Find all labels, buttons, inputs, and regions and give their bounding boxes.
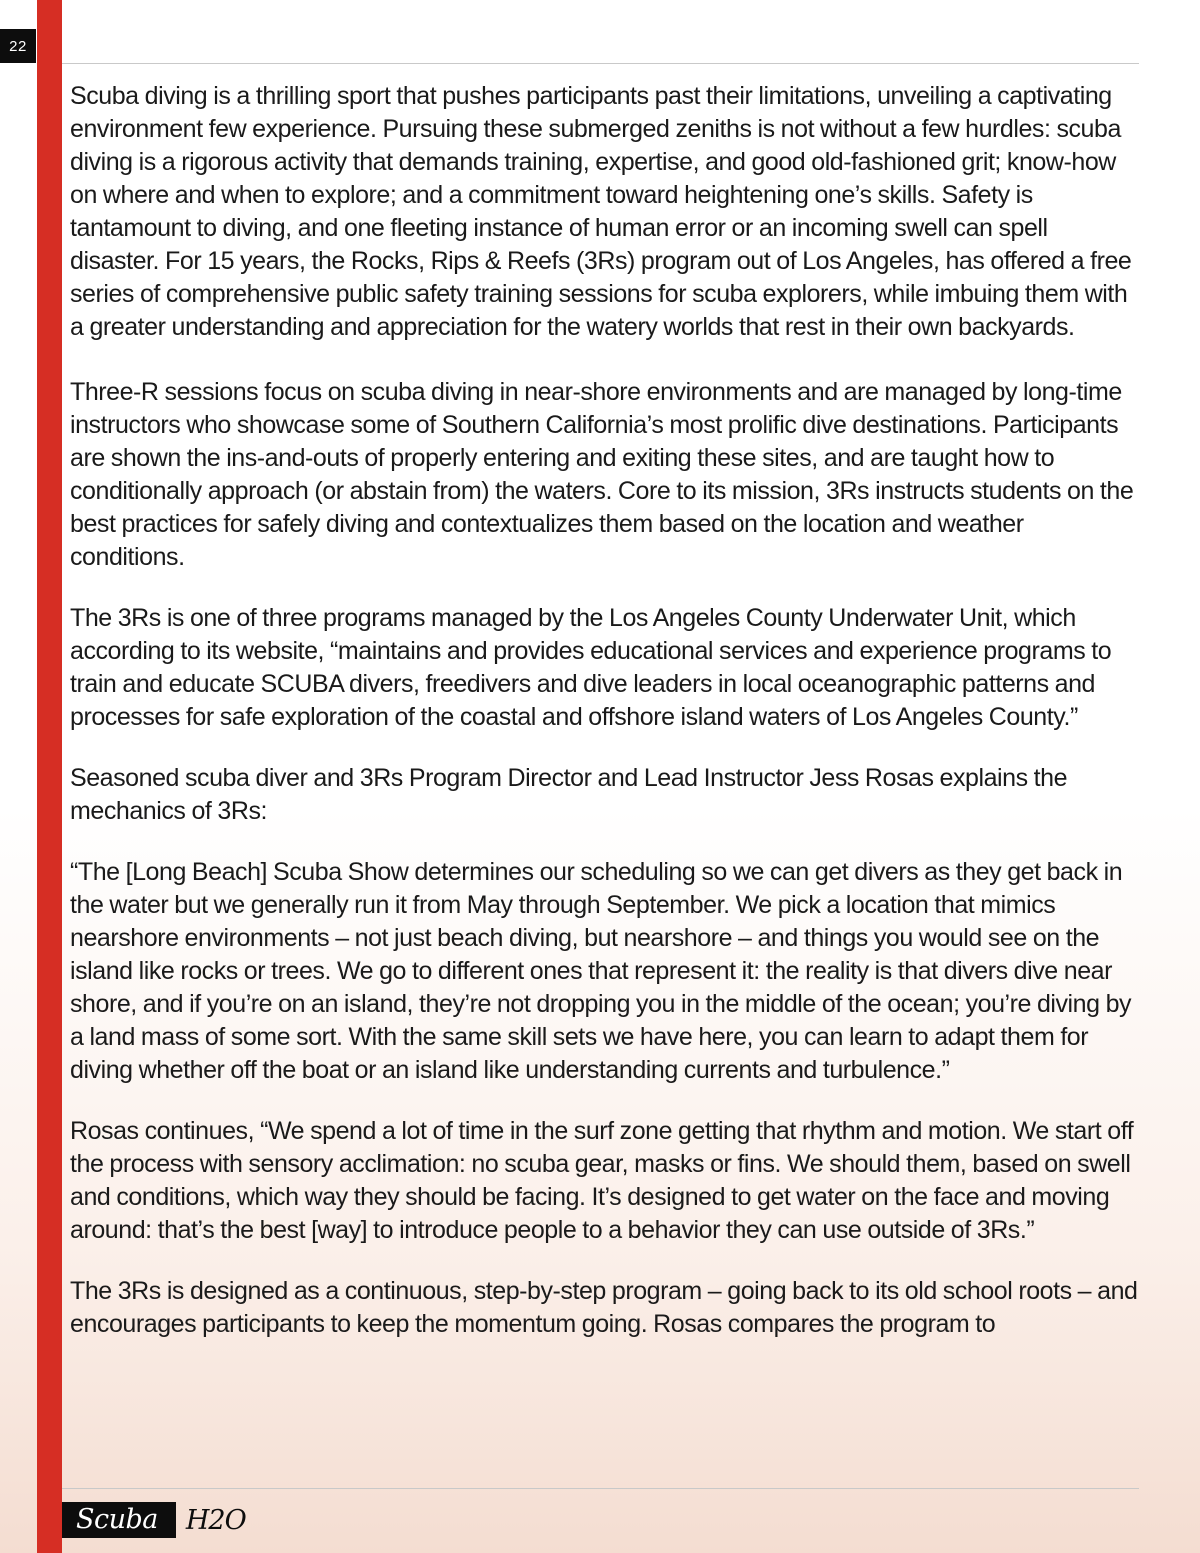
logo-h2o-wordmark: H2O <box>185 1504 246 1536</box>
magazine-logo <box>62 1502 246 1538</box>
bottom-divider <box>62 1488 1139 1489</box>
paragraph-continuous: The 3Rs is designed as a continuous, step-by-step program – going back to its old school roots – and encourages participants to keep the momentum going. Rosas compares the program to <box>70 1277 1138 1338</box>
paragraph-sessions: Three-R sessions focus on scuba diving in near-shore environments and are managed by long-time instructors who showcase some of Southern California’s most prolific dive destinations. Participants are shown the ins-and-outs of properly entering and exiting these sites, and are taught how to conditionally approach (or abstain from) the waters. Core to its mission, 3Rs instructs students on the best practices for safely diving and contextualizes them based on the location and weather conditions. <box>70 378 1134 571</box>
red-accent-bar <box>37 0 62 1553</box>
paragraph-quote-surf: Rosas continues, “We spend a lot of time in the surf zone getting that rhythm and motion. We start off the process with sensory acclimation: no scuba gear, masks or fins. We should them, based on swell and conditions, which way they should be facing. It’s designed to get water on the face and moving around: that’s the best [way] to introduce people to a behavior they can use outside of 3Rs.” <box>70 1117 1134 1244</box>
paragraph-intro: Scuba diving is a thrilling sport that pushes participants past their limitations, unveiling a captivating environment few experience. Pursuing these submerged zeniths is not without a few hurdles: scuba diving is a rigorous activity that demands training, expertise, and good old-fashioned grit; know-how on where and when to explore; and a commitment toward heightening one’s skills. Safety is tantamount to diving, and one fleeting instance of human error or an incoming swell can spell disaster. For 15 years, the Rocks, Rips & Reefs (3Rs) program out of Los Angeles, has offered a free series of comprehensive public safety training sessions for scuba explorers, while imbuing them with a greater understanding and appreciation for the watery worlds that rest in their own backyards. <box>70 82 1132 341</box>
page-number: 22 <box>0 29 36 63</box>
paragraph-programs: The 3Rs is one of three programs managed by the Los Angeles County Underwater Unit, which according to its website, “maintains and provides educational services and experience programs to train and educate SCUBA divers, freedivers and dive leaders in local oceanographic patterns and processes for safe exploration of the coastal and offshore island waters of Los Angeles County.” <box>70 604 1112 731</box>
top-divider <box>62 63 1139 64</box>
paragraph-director: Seasoned scuba diver and 3Rs Program Director and Lead Instructor Jess Rosas explains the mechanics of 3Rs: <box>70 764 1068 825</box>
article-body <box>70 80 1142 1373</box>
logo-scuba-wordmark: Scuba <box>62 1502 176 1538</box>
paragraph-quote-schedule: “The [Long Beach] Scuba Show determines our scheduling so we can get divers as they get back in the water but we generally run it from May through September. We pick a location that mimics nearshore environments – not just beach diving, but nearshore – and things you would see on the island like rocks or trees. We go to different ones that represent it: the reality is that divers dive near shore, and if you’re on an island, they’re not dropping you in the middle of the ocean; you’re diving by a land mass of some sort. With the same skill sets we have here, you can learn to adapt them for diving whether off the boat or an island like understanding currents and turbulence.” <box>70 858 1132 1084</box>
